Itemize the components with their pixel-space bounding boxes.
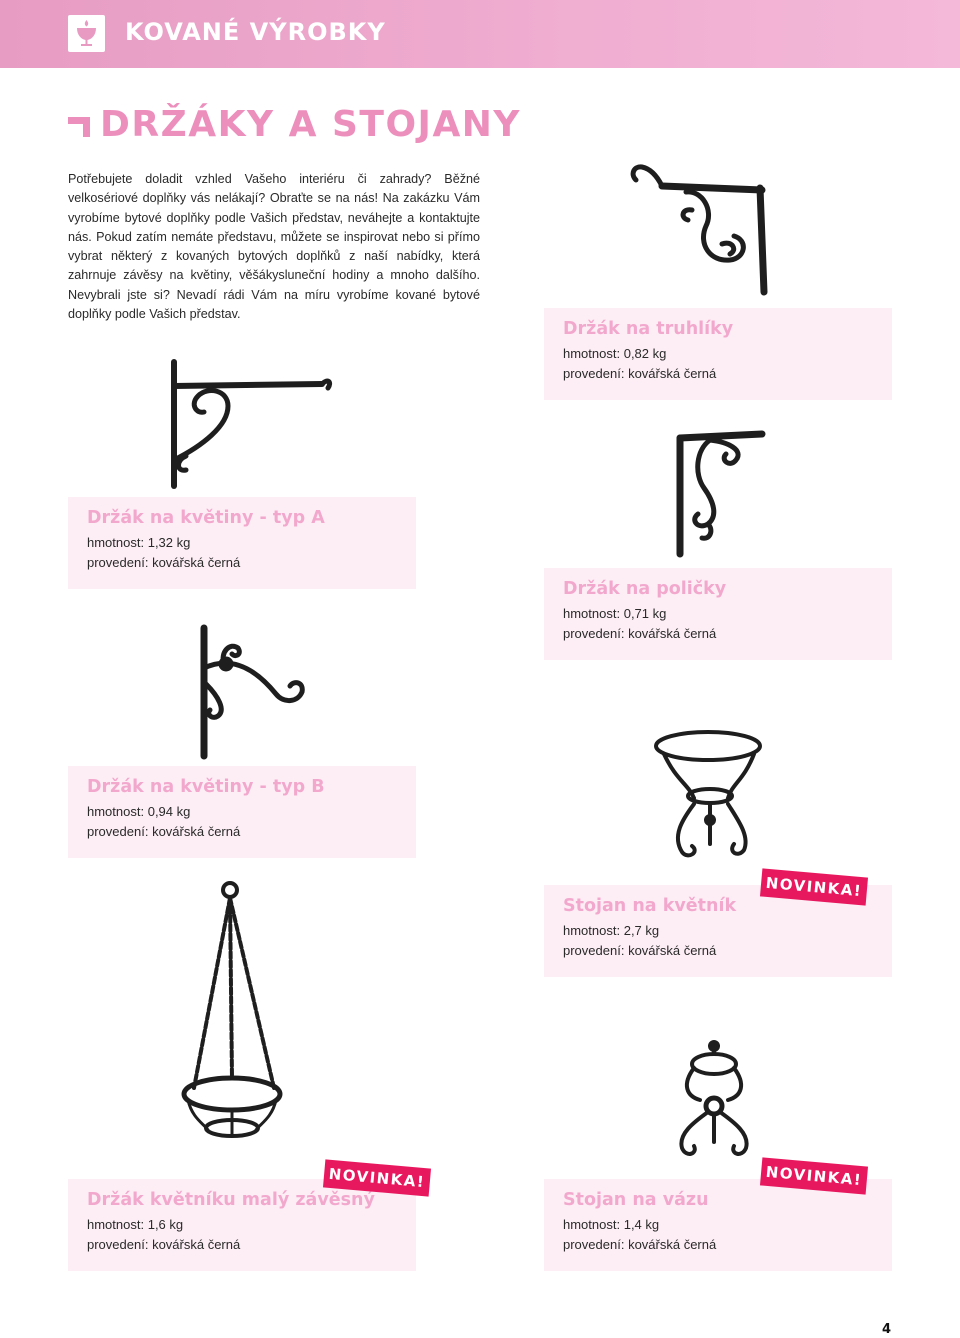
product-name: Držák na květiny - typ B [87,777,325,797]
weight-label: hmotnost: [563,606,621,621]
product-card [68,1179,416,1271]
finish-label: provedení: [563,1237,625,1252]
finish-value: kovářská černá [152,555,241,570]
product-finish [87,553,416,573]
weight-value: 1,4 kg [623,1217,660,1232]
product-card [544,308,892,400]
finish-label: provedení: [87,1237,149,1252]
product-image-kvetiny-a [162,356,334,494]
novinka-badge: NOVINKA! [323,1159,431,1196]
chalice-logo-icon [68,15,105,52]
novinka-badge: NOVINKA! [760,1157,868,1194]
weight-value: 0,71 kg [623,606,667,621]
finish-label: provedení: [87,555,149,570]
product-weight [563,604,892,624]
header-band [0,0,960,68]
product-name: Držák na truhlíky [563,319,734,339]
product-finish [563,364,892,384]
finish-label: provedení: [563,366,625,381]
weight-label: hmotnost: [87,1217,145,1232]
product-weight [563,344,892,364]
finish-label: provedení: [563,626,625,641]
section-title: DRŽÁKY A STOJANY [100,104,522,145]
product-image-zavesny [174,878,294,1164]
product-image-policky [670,430,770,560]
finish-value: kovářská černá [628,1237,717,1252]
product-name: Stojan na květník [563,896,737,916]
product-image-stojan-kvetnik [648,724,772,866]
weight-label: hmotnost: [87,535,145,550]
product-finish [563,941,892,961]
product-image-truhliky [622,160,772,300]
finish-value: kovářská černá [152,1237,241,1252]
product-finish [87,822,416,842]
page-number: 4 [882,1322,892,1337]
product-weight [563,1215,892,1235]
finish-value: kovářská černá [628,943,717,958]
weight-value: 1,6 kg [147,1217,184,1232]
product-image-stojan-vaza [664,1038,764,1162]
weight-value: 1,32 kg [147,535,191,550]
product-card [68,497,416,589]
product-finish [563,1235,892,1255]
finish-label: provedení: [87,824,149,839]
product-name: Stojan na vázu [563,1190,709,1210]
weight-value: 2,7 kg [623,923,660,938]
product-weight [87,802,416,822]
product-card [68,766,416,858]
product-name: Držák na květiny - typ A [87,508,325,528]
product-weight [563,921,892,941]
finish-value: kovářská černá [152,824,241,839]
product-name: Držák květníku malý závěsný [87,1190,375,1210]
weight-value: 0,94 kg [147,804,191,819]
product-name: Držák na poličky [563,579,727,599]
product-card [544,1179,892,1271]
intro-paragraph: Potřebujete doladit vzhled Vašeho interiéru či zahrady? Běžné velkosériové doplňky vás nelákají? Obraťte se na nás! Na zakázku Vám vyrobíme bytové doplňky podle Vašich představ, neváhejte a kontaktujte nás. Pokud zatím nemáte představu, můžete se inspirovat nebo si přímo vybrat některý z kovaných bytových doplňků z naší nabídky, která zahrnuje závěsy na květiny, věšákysluneční hodiny a mnoho dalšího. Nevybrali jste si? Nevadí rádi Vám na míru vyrobíme kované bytové doplňky podle Vašich představ. [68,172,480,322]
finish-value: kovářská černá [628,366,717,381]
header-title: KOVANÉ VÝROBKY [125,18,386,46]
weight-value: 0,82 kg [623,346,667,361]
product-finish [563,624,892,644]
section-corner-mark-icon [68,117,90,137]
product-finish [87,1235,416,1255]
weight-label: hmotnost: [563,1217,621,1232]
product-image-kvetiny-b [194,624,314,760]
novinka-badge: NOVINKA! [760,868,868,905]
weight-label: hmotnost: [87,804,145,819]
finish-value: kovářská černá [628,626,717,641]
weight-label: hmotnost: [563,923,621,938]
product-weight [87,1215,416,1235]
product-weight [87,533,416,553]
finish-label: provedení: [563,943,625,958]
product-card [544,568,892,660]
weight-label: hmotnost: [563,346,621,361]
